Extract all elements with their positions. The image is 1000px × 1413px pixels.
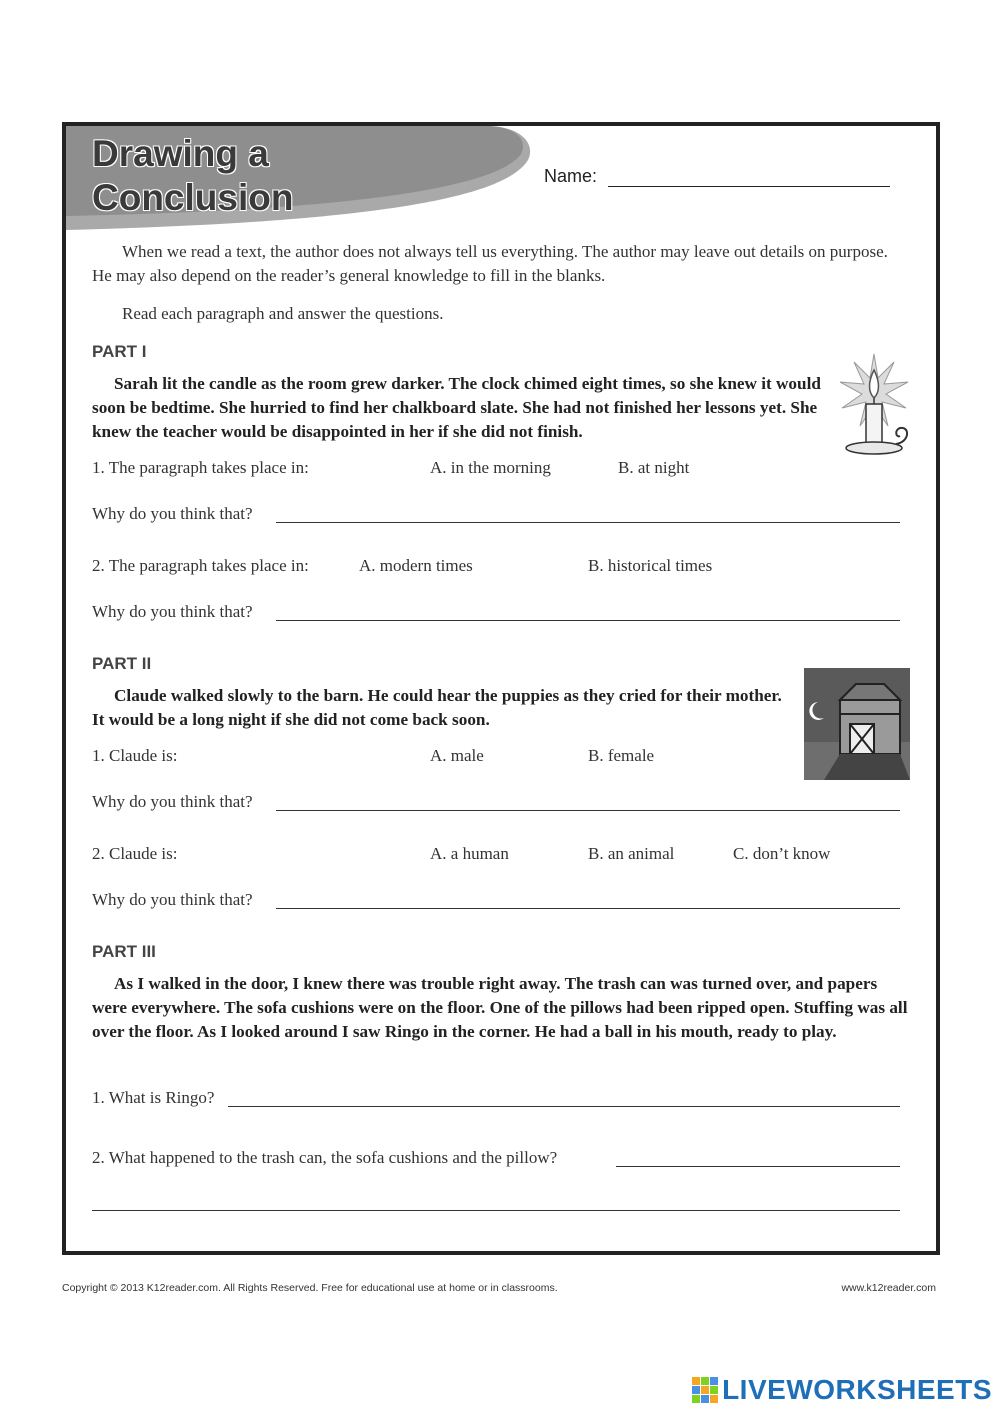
part-3-question-1: 1. What is Ringo? xyxy=(92,1088,215,1107)
part-2-q2-option-c[interactable]: C. don’t know xyxy=(733,844,831,863)
part-2-q2-option-a[interactable]: A. a human xyxy=(430,844,509,863)
intro-paragraph: When we read a text, the author does not always tell us everything. The author may leave out details on purpose. He may also depend on the reader’s general knowledge to fill in the blanks. xyxy=(92,242,888,285)
part-1-q1-why-label: Why do you think that? xyxy=(92,504,253,523)
part-1-question-2: 2. The paragraph takes place in: xyxy=(92,556,309,575)
part-3-heading: PART III xyxy=(92,942,156,961)
candle-icon xyxy=(836,352,912,460)
part-2-question-1: 1. Claude is: xyxy=(92,746,178,765)
part-3-q2-answer-line-2[interactable] xyxy=(92,1210,900,1211)
part-3-q2-answer-line[interactable] xyxy=(616,1166,900,1167)
liveworksheets-logo-icon xyxy=(692,1377,718,1403)
title-line-1: Drawing a xyxy=(92,133,269,174)
part-2-question-2: 2. Claude is: xyxy=(92,844,178,863)
part-2-q1-option-a[interactable]: A. male xyxy=(430,746,484,765)
title-line-2: Conclusion xyxy=(92,177,294,218)
part-2-q2-option-b[interactable]: B. an animal xyxy=(588,844,675,863)
part-1-q2-option-a[interactable]: A. modern times xyxy=(359,556,473,575)
part-2-q1-option-b[interactable]: B. female xyxy=(588,746,655,765)
instructions: Read each paragraph and answer the questions. xyxy=(122,304,444,323)
part-2-heading: PART II xyxy=(92,654,152,673)
copyright-notice: Copyright © 2013 K12reader.com. All Rights Reserved. Free for educational use at home or in classrooms. xyxy=(62,1282,558,1294)
liveworksheets-label: LIVEWORKSHEETS xyxy=(722,1374,992,1405)
website-link[interactable]: www.k12reader.com xyxy=(841,1282,936,1294)
part-1-passage: Sarah lit the candle as the room grew darker. The clock chimed eight times, so she knew it would soon be bedtime. She hurried to find her chalkboard slate. She had not finished her lessons yet. She knew the teacher would be disappointed in her if she did not finish. xyxy=(92,374,821,441)
part-3-passage: As I walked in the door, I knew there was trouble right away. The trash can was turned over, and papers were everywhere. The sofa cushions were on the floor. One of the pillows had been ripped open. Stuffing was all over the floor. As I looked around I saw Ringo in the corner. He had a ball in his mouth, ready to play. xyxy=(92,974,908,1041)
part-2-passage: Claude walked slowly to the barn. He could hear the puppies as they cried for their mother. It would be a long night if she did not come back soon. xyxy=(92,686,782,729)
part-1-heading: PART I xyxy=(92,342,147,361)
part-2-q2-answer-line[interactable] xyxy=(276,908,900,909)
page-title xyxy=(92,132,293,220)
part-2-q2-why-label: Why do you think that? xyxy=(92,890,253,909)
name-label: Name: xyxy=(544,166,598,186)
part-1-q1-option-b[interactable]: B. at night xyxy=(618,458,690,477)
liveworksheets-brand[interactable] xyxy=(692,1374,992,1406)
barn-icon xyxy=(804,668,910,780)
part-3-question-2: 2. What happened to the trash can, the sofa cushions and the pillow? xyxy=(92,1148,558,1167)
part-3-q1-answer-line[interactable] xyxy=(228,1106,900,1107)
part-1-q1-answer-line[interactable] xyxy=(276,522,900,523)
part-1-q2-answer-line[interactable] xyxy=(276,620,900,621)
part-1-q2-option-b[interactable]: B. historical times xyxy=(588,556,713,575)
worksheet-frame xyxy=(62,122,940,1255)
part-1-question-1: 1. The paragraph takes place in: xyxy=(92,458,309,477)
name-input-line[interactable] xyxy=(608,186,890,187)
part-1-q2-why-label: Why do you think that? xyxy=(92,602,253,621)
part-1-q1-option-a[interactable]: A. in the morning xyxy=(430,458,551,477)
part-2-q1-answer-line[interactable] xyxy=(276,810,900,811)
part-2-q1-why-label: Why do you think that? xyxy=(92,792,253,811)
